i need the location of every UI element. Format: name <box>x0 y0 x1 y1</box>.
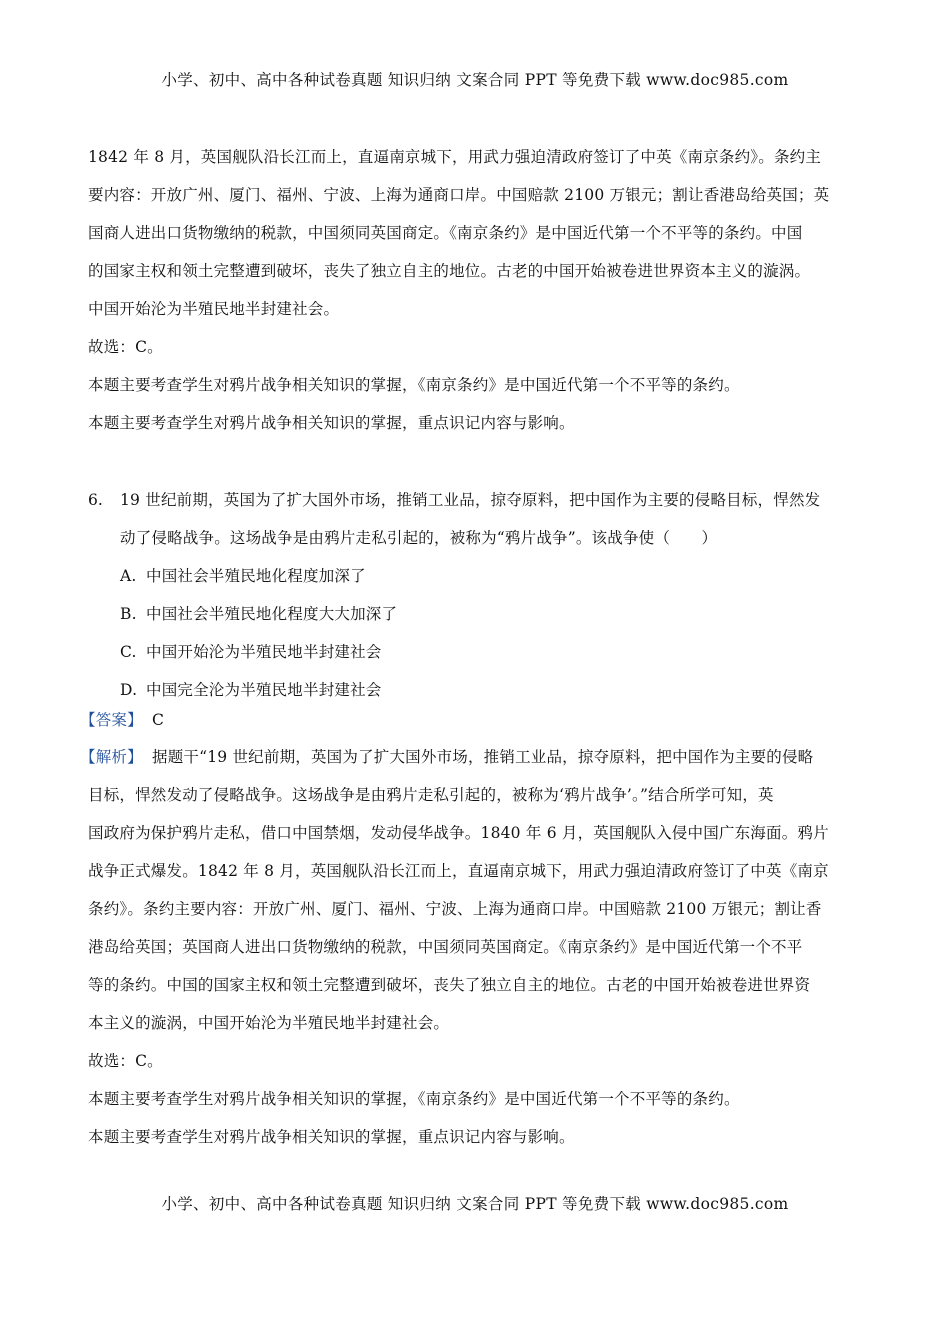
option-c-label: C. <box>120 643 137 661</box>
prev-explanation-line-5: 中国开始沦为半殖民地半封建社会。 <box>88 300 340 318</box>
analysis-line-1: 据题干“19 世纪前期，英国为了扩大国外市场，推销工业品，掠夺原料，把中国作为主要的侵略 <box>152 748 814 766</box>
analysis-line-4: 战争正式爆发。1842 年 8 月，英国舰队沿长江而上，直逼南京城下，用武力强迫清政府签订了中英《南京 <box>88 862 829 880</box>
option-d-label: D. <box>120 681 138 699</box>
answer-value: C <box>152 711 165 729</box>
analysis-line-7: 等的条约。中国的国家主权和领土完整遭到破坏，丧失了独立自主的地位。古老的中国开始被卷进世界资 <box>88 976 811 994</box>
prev-explanation-line-2: 要内容：开放广州、厦门、福州、宁波、上海为通商口岸。中国赔款 2100 万银元；割让香港岛给英国；英 <box>88 186 830 204</box>
prev-summary-1: 本题主要考查学生对鸦片战争相关知识的掌握，《南京条约》是中国近代第一个不平等的条约。 <box>88 376 740 394</box>
analysis-line-5: 条约》。条约主要内容：开放广州、厦门、福州、宁波、上海为通商口岸。中国赔款 2100 万银元；割让香 <box>88 900 822 918</box>
analysis-line-6: 港岛给英国；英国商人进出口货物缴纳的税款，中国须同英国商定。《南京条约》是中国近代第一个不平 <box>88 938 803 956</box>
answer-label: 【答案】 <box>80 711 143 729</box>
question-number: 6. <box>88 491 103 509</box>
prev-explanation-line-4: 的国家主权和领土完整遭到破坏，丧失了独立自主的地位。古老的中国开始被卷进世界资本主义的漩涡。 <box>88 262 811 280</box>
option-b-label: B. <box>120 605 137 623</box>
prev-choice: 故选：C。 <box>88 338 163 356</box>
option-b-text: 中国社会半殖民地化程度大大加深了 <box>146 605 398 623</box>
question-stem-line-2: 动了侵略战争。这场战争是由鸦片走私引起的，被称为“鸦片战争”。该战争使（ ） <box>120 529 718 547</box>
prev-explanation-line-1: 1842 年 8 月，英国舰队沿长江而上，直逼南京城下，用武力强迫清政府签订了中英《南京条约》。条约主 <box>88 148 822 166</box>
analysis-choice: 故选：C。 <box>88 1052 163 1070</box>
page-header: 小学、初中、高中各种试卷真题 知识归纳 文案合同 PPT 等免费下载 www.doc985.com <box>161 71 789 89</box>
prev-summary-2: 本题主要考查学生对鸦片战争相关知识的掌握，重点识记内容与影响。 <box>88 414 575 432</box>
analysis-summary-2: 本题主要考查学生对鸦片战争相关知识的掌握，重点识记内容与影响。 <box>88 1128 575 1146</box>
analysis-line-8: 本主义的漩涡，中国开始沦为半殖民地半封建社会。 <box>88 1014 450 1032</box>
option-a-text: 中国社会半殖民地化程度加深了 <box>146 567 366 585</box>
option-d-text: 中国完全沦为半殖民地半封建社会 <box>146 681 382 699</box>
prev-explanation-line-3: 国商人进出口货物缴纳的税款，中国须同英国商定。《南京条约》是中国近代第一个不平等的条约。中国 <box>88 224 803 242</box>
option-c-text: 中国开始沦为半殖民地半封建社会 <box>146 643 382 661</box>
option-a-label: A. <box>120 567 137 585</box>
question-stem-line-1: 19 世纪前期，英国为了扩大国外市场，推销工业品，掠夺原料，把中国作为主要的侵略目标，悍然发 <box>120 491 821 509</box>
page-footer: 小学、初中、高中各种试卷真题 知识归纳 文案合同 PPT 等免费下载 www.doc985.com <box>161 1195 789 1213</box>
analysis-label: 【解析】 <box>80 748 143 766</box>
analysis-line-2: 目标，悍然发动了侵略战争。这场战争是由鸦片走私引起的，被称为‘鸦片战争’。”结合所学可知，英 <box>88 786 774 804</box>
analysis-summary-1: 本题主要考查学生对鸦片战争相关知识的掌握，《南京条约》是中国近代第一个不平等的条约。 <box>88 1090 740 1108</box>
analysis-line-3: 国政府为保护鸦片走私，借口中国禁烟，发动侵华战争。1840 年 6 月，英国舰队入侵中国广东海面。鸦片 <box>88 824 829 842</box>
